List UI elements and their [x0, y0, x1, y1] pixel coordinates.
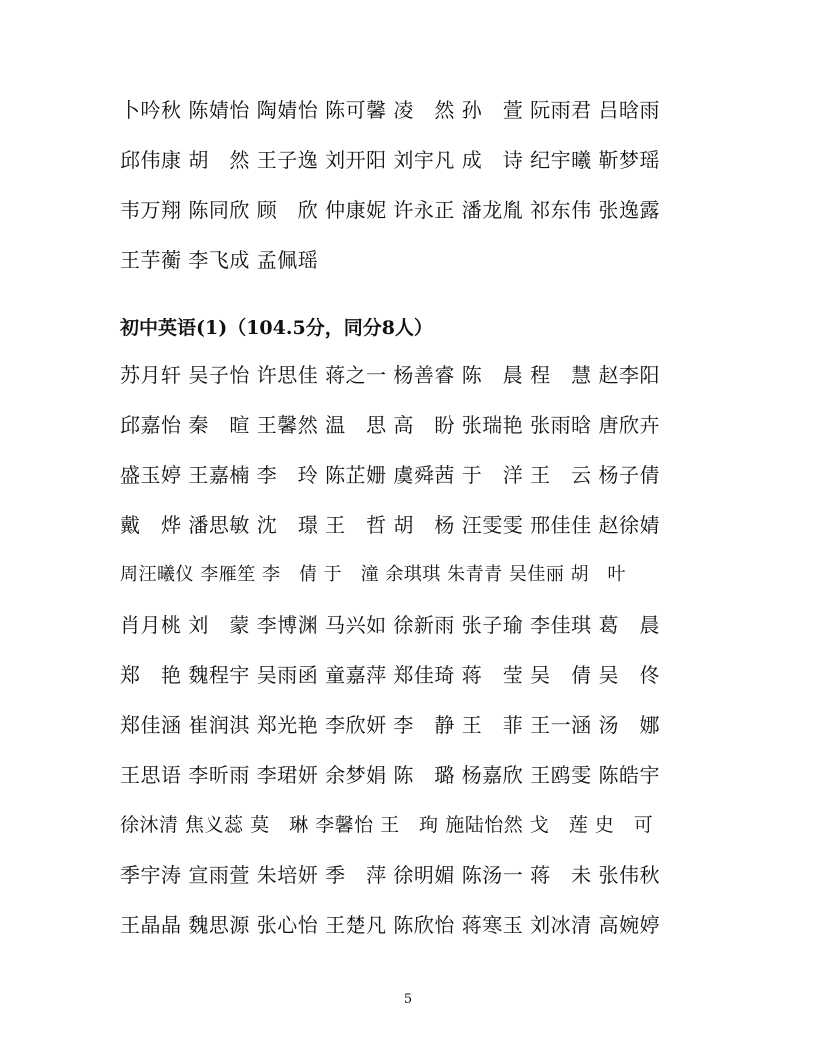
name-list-line: 戴 烨 潘思敏 沈 璟 王 哲 胡 杨 汪雯雯 邢佳佳 赵徐婧	[120, 513, 661, 537]
name-list-line: 季宇涛 宣雨萱 朱培妍 季 萍 徐明媚 陈汤一 蒋 未 张伟秋	[120, 863, 661, 887]
section-heading: 初中英语(1)（104.5分，同分8人）	[120, 317, 433, 339]
name-list-line: 徐沐清 焦义蕊 莫 琳 李馨怡 王 珣 施陆怡然 戈 莲 史 可	[120, 814, 654, 836]
name-list-line: 卜吟秋 陈婧怡 陶婧怡 陈可馨 凌 然 孙 萱 阮雨君 吕晗雨	[120, 98, 661, 122]
name-list-section-2	[120, 306, 680, 950]
name-list-line: 韦万翔 陈同欣 顾 欣 仲康妮 许永正 潘龙胤 祁东伟 张逸露	[120, 198, 661, 222]
name-list-line: 苏月轩 吴子怡 许思佳 蒋之一 杨善睿 陈 晨 程 慧 赵李阳	[120, 363, 661, 387]
page-number: 5	[403, 992, 413, 1007]
name-list-line: 王思语 李昕雨 李珺妍 余梦娟 陈 璐 杨嘉欣 王鸥雯 陈皓宇	[120, 763, 661, 787]
name-list-line: 郑 艳 魏程宇 吴雨函 童嘉萍 郑佳琦 蒋 莹 吴 倩 吴 佟	[120, 663, 661, 687]
name-list-line: 肖月桃 刘 蒙 李博渊 马兴如 徐新雨 张子瑜 李佳琪 葛 晨	[120, 613, 661, 637]
name-list-line: 盛玉婷 王嘉楠 李 玲 陈芷姗 虞舜茜 于 洋 王 云 杨子倩	[120, 463, 661, 487]
name-list-line: 王晶晶 魏思源 张心怡 王楚凡 陈欣怡 蒋寒玉 刘冰清 高婉婷	[120, 913, 661, 937]
name-list-section-1	[120, 85, 680, 285]
name-list-line: 王芋蘅 李飞成 孟佩瑶	[120, 248, 319, 272]
name-list-line: 郑佳涵 崔润淇 郑光艳 李欣妍 李 静 王 菲 王一涵 汤 娜	[120, 713, 661, 737]
name-list-line: 邱嘉怡 秦 暄 王馨然 温 思 高 盼 张瑞艳 张雨晗 唐欣卉	[120, 413, 661, 437]
name-list-line: 周汪曦仪 李雁笙 李 倩 于 潼 余琪琪 朱青青 吴佳丽 胡 叶	[120, 564, 627, 585]
name-list-line: 邱伟康 胡 然 王子逸 刘开阳 刘宇凡 成 诗 纪宇曦 靳梦瑶	[120, 148, 661, 172]
